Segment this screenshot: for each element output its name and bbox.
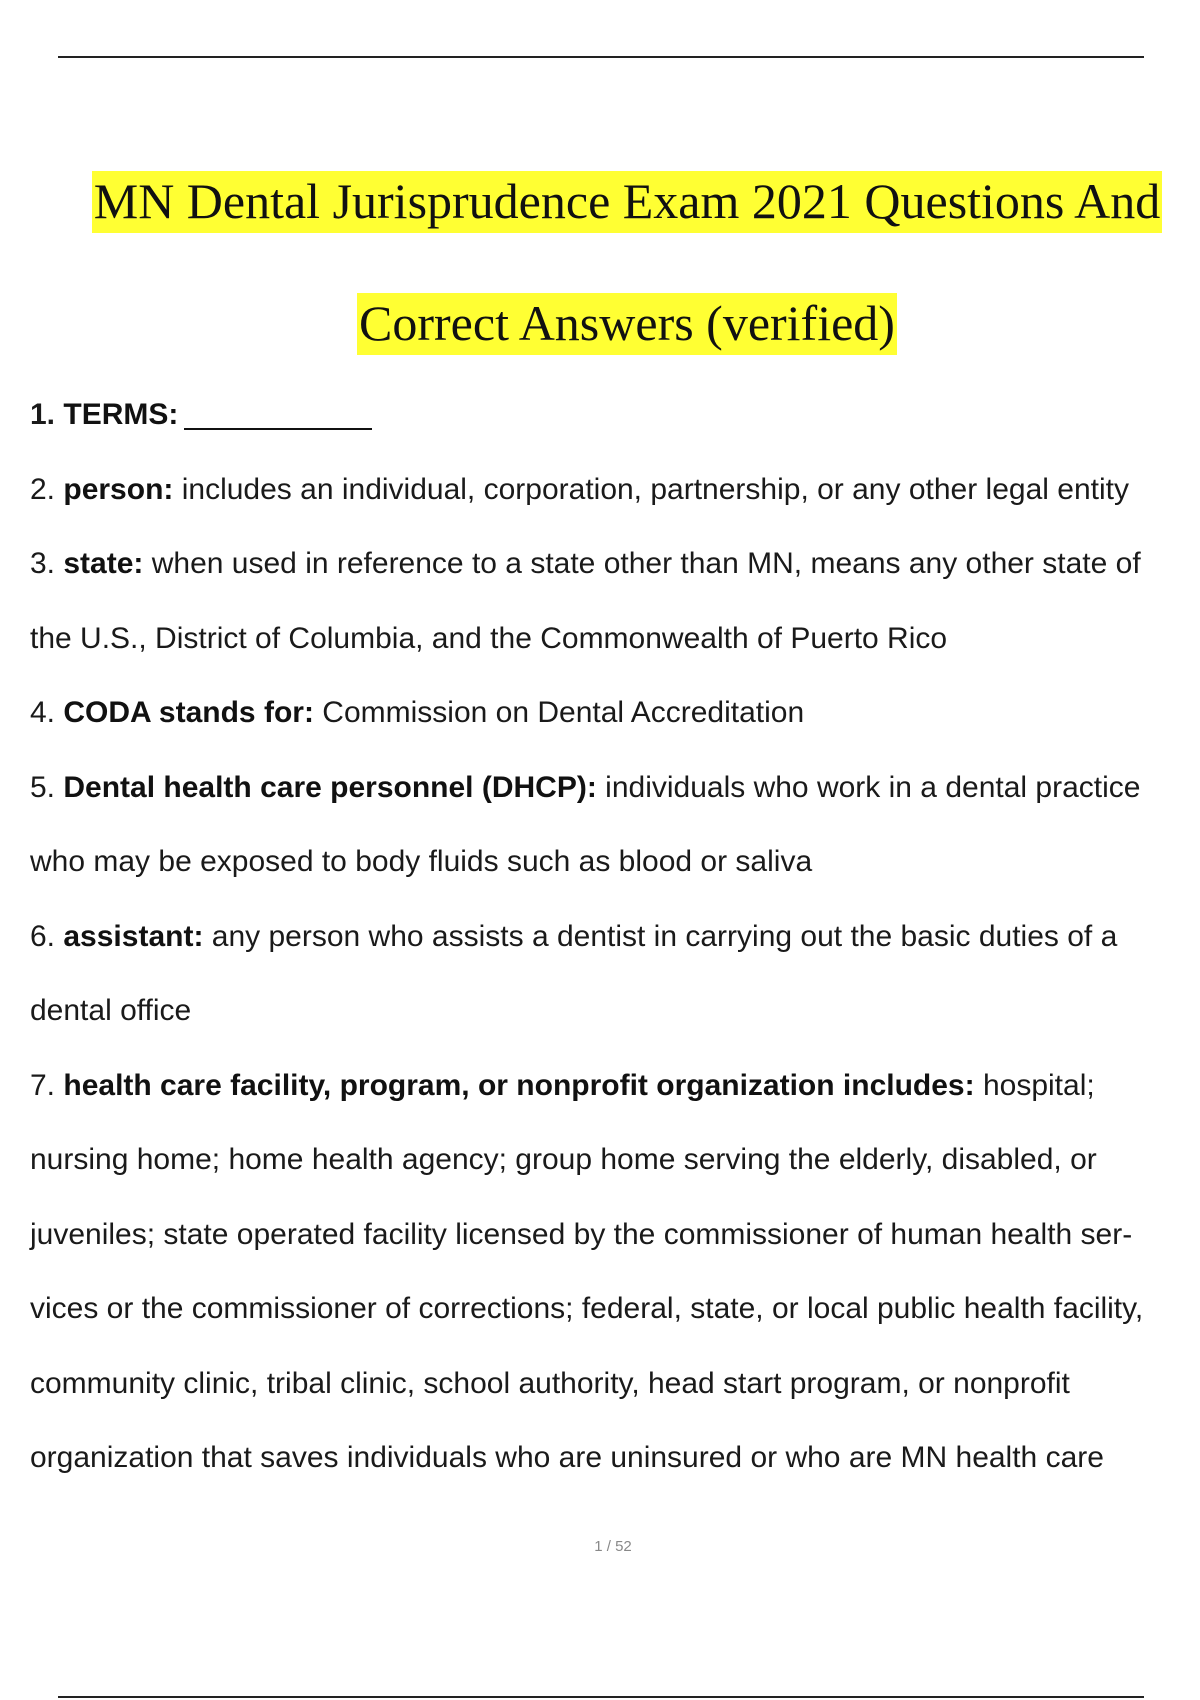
item-definition: dental office: [30, 994, 192, 1027]
item-term: TERMS:: [63, 398, 179, 431]
item-number: 3.: [30, 547, 56, 580]
item-term: person:: [63, 472, 174, 506]
item-term: health care facility, program, or nonprofit organization includes:: [63, 1068, 975, 1102]
item-number: 5.: [30, 770, 56, 804]
item-definition: organization that saves individuals who are uninsured or who are MN health care: [30, 1441, 1104, 1474]
item-number: 1.: [30, 398, 56, 431]
list-item: [30, 378, 1200, 453]
list-item-continuation: [30, 974, 1200, 1049]
item-definition: juveniles; state operated facility licensed by the commissioner of human health ser-: [30, 1217, 1133, 1251]
answer-blank: [184, 428, 372, 430]
list-item-continuation: [30, 1421, 1200, 1496]
list-item: [30, 751, 1200, 826]
item-definition: who may be exposed to body fluids such as blood or saliva: [30, 845, 813, 878]
list-item-continuation: [30, 1123, 1200, 1198]
list-item: [30, 453, 1200, 528]
item-definition: Commission on Dental Accreditation: [322, 696, 805, 729]
item-definition: vices or the commissioner of corrections; federal, state, or local public health facility,: [30, 1292, 1144, 1325]
item-definition: includes an individual, corporation, partnership, or any other legal entity: [181, 472, 1129, 506]
list-item-continuation: [30, 602, 1200, 677]
item-number: 2.: [30, 472, 56, 506]
list-item: [30, 1049, 1200, 1124]
item-definition: any person who assists a dentist in carrying out the basic duties of a: [211, 919, 1118, 953]
top-rule: [58, 56, 1144, 58]
item-definition: the U.S., District of Columbia, and the Commonwealth of Puerto Rico: [30, 621, 948, 655]
item-definition: community clinic, tribal clinic, school authority, head start program, or nonprofit: [30, 1366, 1070, 1400]
item-definition: when used in reference to a state other than MN, means any other state of: [151, 547, 1141, 580]
list-item-continuation: [30, 1198, 1200, 1273]
list-item-continuation: [30, 1347, 1200, 1422]
document-title: [0, 140, 1200, 384]
bottom-rule: [58, 1696, 1144, 1698]
list-item-continuation: [30, 825, 1200, 900]
list-item: [30, 900, 1200, 975]
item-term: Dental health care personnel (DHCP):: [63, 770, 597, 804]
page-indicator: 1 / 52: [594, 1538, 632, 1555]
terms-list: [30, 378, 1200, 1496]
item-number: 7.: [30, 1068, 56, 1102]
title-line-1: MN Dental Jurisprudence Exam 2021 Questions And: [92, 171, 1163, 233]
item-term: CODA stands for:: [63, 696, 314, 729]
item-definition: individuals who work in a dental practice: [605, 770, 1141, 804]
item-number: 4.: [30, 696, 56, 729]
list-item-continuation: [30, 1272, 1200, 1347]
item-definition: hospital;: [982, 1068, 1095, 1102]
item-definition: nursing home; home health agency; group home serving the elderly, disabled, or: [30, 1143, 1097, 1176]
list-item: [30, 676, 1200, 751]
list-item: [30, 527, 1200, 602]
item-number: 6.: [30, 919, 56, 953]
item-term: assistant:: [63, 919, 204, 953]
title-line-2: Correct Answers (verified): [357, 293, 897, 355]
item-term: state:: [63, 547, 144, 580]
